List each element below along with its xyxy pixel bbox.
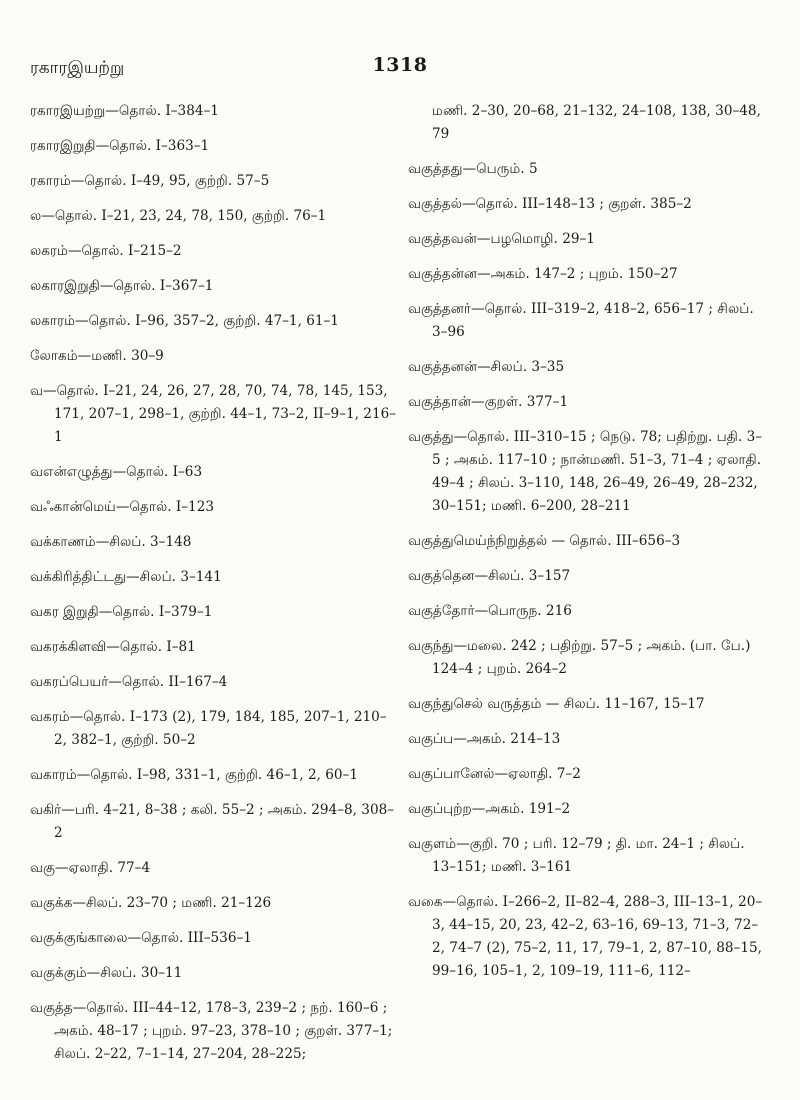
index-entry: வகரப்பெயர்—தொல். II–167–4 bbox=[30, 674, 228, 690]
index-entry: ரகாரஇறுதி—தொல். I–363–1 bbox=[30, 138, 210, 154]
index-entry: வகுத்தன்ன—அகம். 147–2 ; புறம். 150–27 bbox=[408, 266, 678, 282]
index-columns bbox=[30, 100, 770, 1078]
index-entry: வகாரம்—தொல். I–98, 331–1, குற்றி. 46–1, 2, 60–1 bbox=[30, 767, 358, 783]
index-entry: ரகாரஇயற்று—தொல். I–384–1 bbox=[30, 103, 219, 119]
index-entry: வகுப்ப—அகம். 214–13 bbox=[408, 731, 561, 747]
index-entry: வ—தொல். I–21, 24, 26, 27, 28, 70, 74, 78, 145, 153, 171, 207–1, 298–1, குற்றி. 44–1, 73–2, II–9–1, 216–1 bbox=[30, 383, 397, 445]
index-entry: லோகம்—மணி. 30–9 bbox=[30, 348, 164, 364]
index-entry: வகுப்பானேல்—ஏலாதி. 7–2 bbox=[408, 766, 581, 782]
index-entry: வகுத்தென—சிலப். 3–157 bbox=[408, 568, 571, 584]
index-entry: லகரம்—தொல். I–215–2 bbox=[30, 243, 182, 259]
index-entry: லகாரஇறுதி—தொல். I–367–1 bbox=[30, 278, 214, 294]
index-entry: வகுத்துமெய்ந்நிறுத்தல் — தொல். III–656–3 bbox=[408, 533, 681, 549]
index-entry: வக்கிரித்திட்டது—சிலப். 3–141 bbox=[30, 569, 222, 585]
index-entry: வகுப்புற்ற—அகம். 191–2 bbox=[408, 801, 571, 817]
index-entry: வகுத்தான்—குறள். 377–1 bbox=[408, 394, 569, 410]
right-column bbox=[408, 100, 770, 1078]
index-entry: வகர இறுதி—தொல். I–379–1 bbox=[30, 604, 213, 620]
index-entry: ல—தொல். I–21, 23, 24, 78, 150, குற்றி. 76–1 bbox=[30, 208, 327, 224]
running-head: ரகாரஇயற்று bbox=[30, 58, 125, 78]
index-entry: வகுக்குங்காலை—தொல். III–536–1 bbox=[30, 930, 252, 946]
index-entry: வகுத்தனன்—சிலப். 3–35 bbox=[408, 359, 565, 375]
index-entry: வக்காணம்—சிலப். 3–148 bbox=[30, 534, 192, 550]
index-entry: வகுக்கும்—சிலப். 30–11 bbox=[30, 965, 183, 981]
index-entry: வகுத்தனர்—தொல். III–319–2, 418–2, 656–17 ; சிலப். 3–96 bbox=[408, 301, 754, 340]
index-entry: வகுத்த—தொல். III–44–12, 178–3, 239–2 ; நற். 160–6 ; அகம். 48–17 ; புறம். 97–23, 378–10 ; குறள். 377–1; சிலப். 2–22, 7–1–14, 27–204, 28–225; bbox=[30, 1000, 393, 1062]
index-entry: ரகாரம்—தொல். I–49, 95, குற்றி. 57–5 bbox=[30, 173, 270, 189]
index-entry: வகை—தொல். I–266–2, II–82–4, 288–3, III–13–1, 20–3, 44–15, 20, 23, 42–2, 63–16, 69–13, 71–3, 72–2, 74–7 (2), 75–2, 11, 17, 79–1, 2, 87–10, 88–15, 99–16, 105–1, 2, 109–19, 111–6, 112– bbox=[408, 894, 763, 979]
index-entry: வகுத்தோர்—பொருந. 216 bbox=[408, 603, 572, 619]
page-number: 1318 bbox=[372, 54, 428, 76]
index-entry: வஎன்எழுத்து—தொல். I–63 bbox=[30, 464, 203, 480]
left-column bbox=[30, 100, 398, 1078]
index-entry: வகுளம்—குறி. 70 ; பரி. 12–79 ; தி. மா. 24–1 ; சிலப். 13–151; மணி. 3–161 bbox=[408, 836, 745, 875]
index-entry: வகரக்கிளவி—தொல். I–81 bbox=[30, 639, 196, 655]
index-entry: வகுத்தவன்—பழமொழி. 29–1 bbox=[408, 231, 595, 247]
index-entry: வகுத்தது—பெரும். 5 bbox=[408, 161, 538, 177]
index-entry: வஃகான்மெய்—தொல். I–123 bbox=[30, 499, 214, 515]
index-entry: வகுந்துசெல் வருத்தம் — சிலப். 11–167, 15–17 bbox=[408, 696, 705, 712]
index-entry: வகுத்து—தொல். III–310–15 ; நெடு. 78; பதிற்று. பதி. 3–5 ; அகம். 117–10 ; நான்மணி. 51–3, 71–4 ; ஏலாதி. 49–4 ; சிலப். 3–110, 148, 26–49, 26–49, 28–232, 30–151; மணி. 6–200, 28–211 bbox=[408, 429, 763, 514]
index-entry: வகரம்—தொல். I–173 (2), 179, 184, 185, 207–1, 210–2, 382–1, குற்றி. 50–2 bbox=[30, 709, 387, 748]
index-entry: வகுக்க—சிலப். 23–70 ; மணி. 21–126 bbox=[30, 895, 272, 911]
index-entry: வகுத்தல்—தொல். III–148–13 ; குறள். 385–2 bbox=[408, 196, 692, 212]
index-entry: வகிர்—பரி. 4–21, 8–38 ; கலி. 55–2 ; அகம். 294–8, 308–2 bbox=[30, 802, 395, 841]
index-entry: வகுந்து—மலை. 242 ; பதிற்று. 57–5 ; அகம். (பா. பே.) 124–4 ; புறம். 264–2 bbox=[408, 638, 751, 677]
index-entry: வகு—ஏலாதி. 77–4 bbox=[30, 860, 151, 876]
index-entry: மணி. 2–30, 20–68, 21–132, 24–108, 138, 30–48, 79 bbox=[432, 103, 761, 142]
index-entry: லகாரம்—தொல். I–96, 357–2, குற்றி. 47–1, 61–1 bbox=[30, 313, 339, 329]
